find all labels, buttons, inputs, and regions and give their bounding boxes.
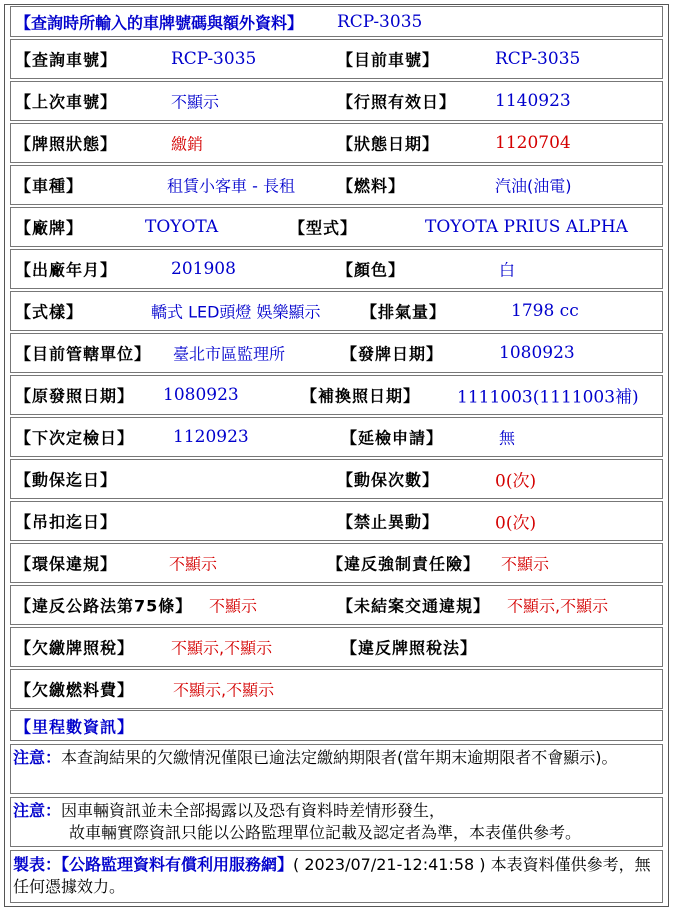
field-label: 【型式】	[289, 218, 358, 238]
note-disclaimer-label: 注意：	[13, 801, 62, 820]
field-value: 汽油(油電)	[495, 176, 572, 196]
info-row	[10, 207, 663, 247]
field-label: 【目前車號】	[337, 50, 440, 70]
field-label: 【未結案交通違規】	[337, 596, 491, 616]
note-disclaimer	[10, 797, 663, 847]
field-value: 轎式 LED頭燈 娛樂顯示	[151, 302, 321, 322]
field-value: 0(次)	[495, 471, 537, 492]
query-title-label: 【查詢時所輸入的車牌號碼與額外資料】	[15, 13, 304, 32]
query-title-row	[10, 6, 663, 37]
field-label: 【上次車號】	[15, 92, 118, 112]
info-row	[10, 39, 663, 79]
field-label: 【延檢申請】	[341, 428, 444, 448]
field-value: 201908	[171, 259, 236, 279]
field-value: 租賃小客車 - 長租	[167, 176, 295, 196]
info-row	[10, 375, 663, 415]
field-label: 【燃料】	[337, 176, 406, 196]
field-value: 1120704	[495, 133, 571, 153]
field-label: 【排氣量】	[361, 302, 447, 322]
field-value: 不顯示	[171, 92, 220, 112]
field-value: RCP-3035	[171, 49, 257, 69]
info-row	[10, 81, 663, 121]
note-overdue-label: 注意：	[13, 748, 62, 767]
field-label: 【查詢車號】	[15, 50, 118, 70]
info-row	[10, 165, 663, 205]
footer-source: 【公路監理資料有償利用服務網】	[61, 855, 294, 874]
info-row	[10, 291, 663, 331]
field-label: 【違反強制責任險】	[327, 554, 481, 574]
field-value: 不顯示	[169, 554, 218, 574]
field-label: 【狀態日期】	[337, 134, 440, 154]
info-row	[10, 627, 663, 667]
info-row	[10, 417, 663, 457]
field-label: 【廠牌】	[15, 218, 84, 238]
field-label: 【出廠年月】	[15, 260, 118, 280]
info-row	[10, 249, 663, 289]
field-label: 【動保迄日】	[15, 470, 118, 490]
field-label: 【補換照日期】	[301, 386, 421, 406]
field-label: 【吊扣迄日】	[15, 512, 118, 532]
field-value: 1120923	[173, 427, 249, 447]
field-value: 0(次)	[495, 513, 537, 534]
field-label: 【禁止異動】	[337, 512, 440, 532]
field-label: 【牌照狀態】	[15, 134, 118, 154]
field-value: 繳銷	[171, 134, 204, 154]
field-label: 【行照有效日】	[337, 92, 457, 112]
field-label: 【原發照日期】	[15, 386, 135, 406]
field-label: 【式樣】	[15, 302, 84, 322]
footer-row	[10, 850, 663, 903]
field-value: 1080923	[163, 385, 239, 405]
field-value: RCP-3035	[495, 49, 581, 69]
field-label: 【車種】	[15, 176, 84, 196]
info-row	[10, 501, 663, 541]
mileage-label: 【里程數資訊】	[15, 717, 135, 736]
note-disclaimer-line1: 因車輛資訊並未全部揭露以及恐有資料時差情形發生，	[61, 801, 446, 820]
info-row	[10, 333, 663, 373]
field-value: 不顯示	[501, 554, 550, 574]
field-label: 【環保違規】	[15, 554, 118, 574]
info-row	[10, 123, 663, 163]
field-value: 不顯示	[209, 596, 258, 616]
field-value: 1140923	[495, 91, 571, 111]
footer-text: ( 2023/07/21-12:41:58 ) 本表資料僅供參考，無任何憑據效力。	[13, 855, 651, 896]
field-label: 【違反公路法第75條】	[15, 596, 193, 616]
info-row	[10, 459, 663, 499]
field-label: 【欠繳燃料費】	[15, 680, 135, 700]
info-row	[10, 585, 663, 625]
field-value: TOYOTA PRIUS ALPHA	[425, 217, 628, 237]
field-value: 不顯示,不顯示	[507, 596, 609, 616]
field-value: 不顯示,不顯示	[173, 680, 275, 700]
field-value: TOYOTA	[145, 217, 219, 237]
footer-label: 製表：	[13, 855, 62, 874]
mileage-row	[10, 710, 663, 741]
field-label: 【下次定檢日】	[15, 428, 135, 448]
field-label: 【目前管轄單位】	[15, 344, 152, 364]
info-row	[10, 543, 663, 583]
field-value: 臺北市區監理所	[173, 344, 286, 364]
note-disclaimer-line2: 故車輛實際資訊只能以公路監理單位記載及認定者為準，本表僅供參考。	[69, 823, 582, 842]
field-label: 【違反牌照稅法】	[341, 638, 478, 658]
field-value: 1080923	[499, 343, 575, 363]
field-label: 【顏色】	[337, 260, 406, 280]
field-label: 【發牌日期】	[341, 344, 444, 364]
field-value: 不顯示,不顯示	[171, 638, 273, 658]
field-label: 【動保次數】	[337, 470, 440, 490]
query-title-plate: RCP-3035	[337, 11, 423, 32]
field-label: 【欠繳牌照稅】	[15, 638, 135, 658]
note-overdue-text: 本查詢結果的欠繳情況僅限已逾法定繳納期限者(當年期末逾期限者不會顯示)。	[61, 748, 618, 767]
field-value: 白	[499, 260, 516, 280]
field-value: 1111003(1111003補)	[457, 387, 639, 408]
note-overdue	[10, 744, 663, 794]
info-row	[10, 669, 663, 709]
field-value: 1798 cc	[511, 301, 579, 321]
field-value: 無	[499, 428, 516, 448]
